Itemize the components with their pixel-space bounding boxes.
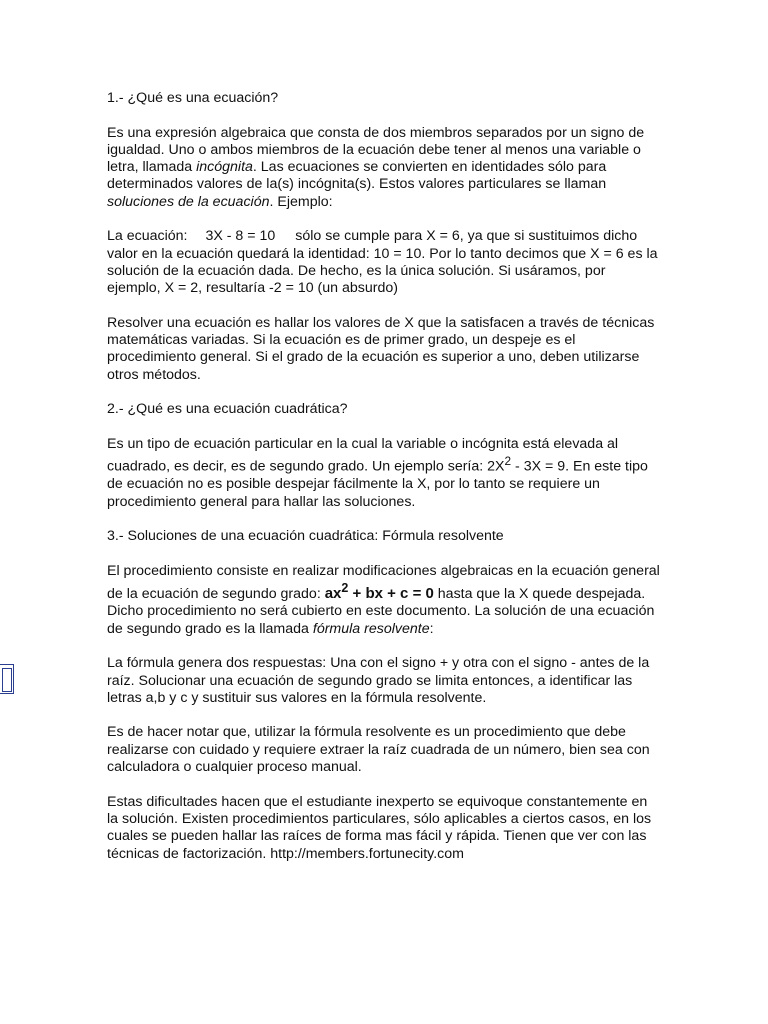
term-incognita: incógnita	[196, 159, 253, 176]
term-soluciones: soluciones de la ecuación	[107, 193, 270, 210]
quadratic-text: - 3X = 9. En este tipo de ecuación no es posible despejar fácilmente la X, por lo tanto se requiere un procedimiento general para hallar las soluciones.	[107, 458, 648, 510]
resolve-paragraph: Resolver una ecuación es hallar los valores de X que la satisfacen a través de técnicas matemáticas variadas. Si la ecuación es de primer grado, un despeje es el procedimiento general. Si el grado de la ecuación es superior a uno, deben utilizarse otros métodos.	[107, 314, 655, 383]
definition-paragraph	[107, 125, 662, 211]
term-formula-resolvente: fórmula resolvente	[312, 620, 430, 637]
quadratic-text: Es un tipo de ecuación particular en la cual la variable o incógnita está elevada al cuadrado, es decir, es de segundo grado. Un ejemplo sería: 2X	[107, 435, 619, 475]
answers-paragraph: La fórmula genera dos respuestas: Una con el signo + y otra con el signo - antes de la raíz. Solucionar una ecuación de segundo grado se limita entonces, a identificar las letras a,b y c y sustituir sus valores en la fórmula resolvente.	[107, 655, 650, 706]
quadratic-paragraph	[107, 436, 662, 511]
general-formula: $ax^2$ + bx + c = 0	[324, 581, 434, 603]
example-text: sólo se cumple para X = 6, ya que si sustituimos dicho valor en la ecuación quedará la identidad: 10 = 10. Por lo tanto decimos que X = 6 es la solución de la ecuación dada. De hecho, es la única solución. Si usáramos, por ejemplo, X = 2, resultaría -2 = 10 (un absurdo)	[107, 228, 658, 297]
superscript: 2	[504, 454, 512, 469]
procedure-paragraph	[107, 563, 662, 638]
example-equation: 3X - 8 = 10	[205, 228, 276, 245]
note-paragraph: Es de hacer notar que, utilizar la fórmula resolvente es un procedimiento que debe realizarse con cuidado y requiere extraer la raíz cuadrada de un número, bien sea con calculadora o cualquier proceso manual.	[107, 724, 650, 776]
definition-text: . Ejemplo:	[269, 193, 333, 210]
section-3-heading: 3.- Soluciones de una ecuación cuadrática: Fórmula resolvente	[107, 528, 504, 545]
procedure-text: El procedimiento consiste en realizar modificaciones algebraicas en la ecuación general de la ecuación de segundo grado:	[107, 562, 660, 603]
procedure-text: hasta que la X quede despejada. Dicho procedimiento no será cubierto en este documento. La solución de una ecuación de segundo grado es la llamada	[107, 586, 655, 637]
bracket-icon	[0, 664, 14, 694]
procedure-text: :	[429, 620, 434, 637]
section-1-heading: 1.- ¿Qué es una ecuación?	[107, 90, 279, 106]
document-body	[107, 90, 662, 880]
example-label: La ecuación:	[107, 228, 188, 245]
difficulties-paragraph: Estas dificultades hacen que el estudiante inexperto se equivoque constantemente en la solución. Existen procedimientos particulares, sólo aplicables a ciertos casos, en los cuales se pueden hallar las raíces de forma mas fácil y rápida. Tienen que ver con las técnicas de factorización. http://members.fortunecity.com	[107, 793, 652, 862]
definition-text: Es una expresión algebraica que consta de dos miembros separados por un signo de igualdad. Uno o ambos miembros de la ecuación debe tener al menos una variable o letra, llamada	[107, 124, 645, 176]
example-paragraph	[107, 228, 662, 297]
definition-text: . Las ecuaciones se convierten en identidades sólo para determinados valores de la(s) incógnita(s). Estos valores particulares se llaman	[107, 159, 607, 193]
section-2-heading: 2.- ¿Qué es una ecuación cuadrática?	[107, 401, 348, 418]
